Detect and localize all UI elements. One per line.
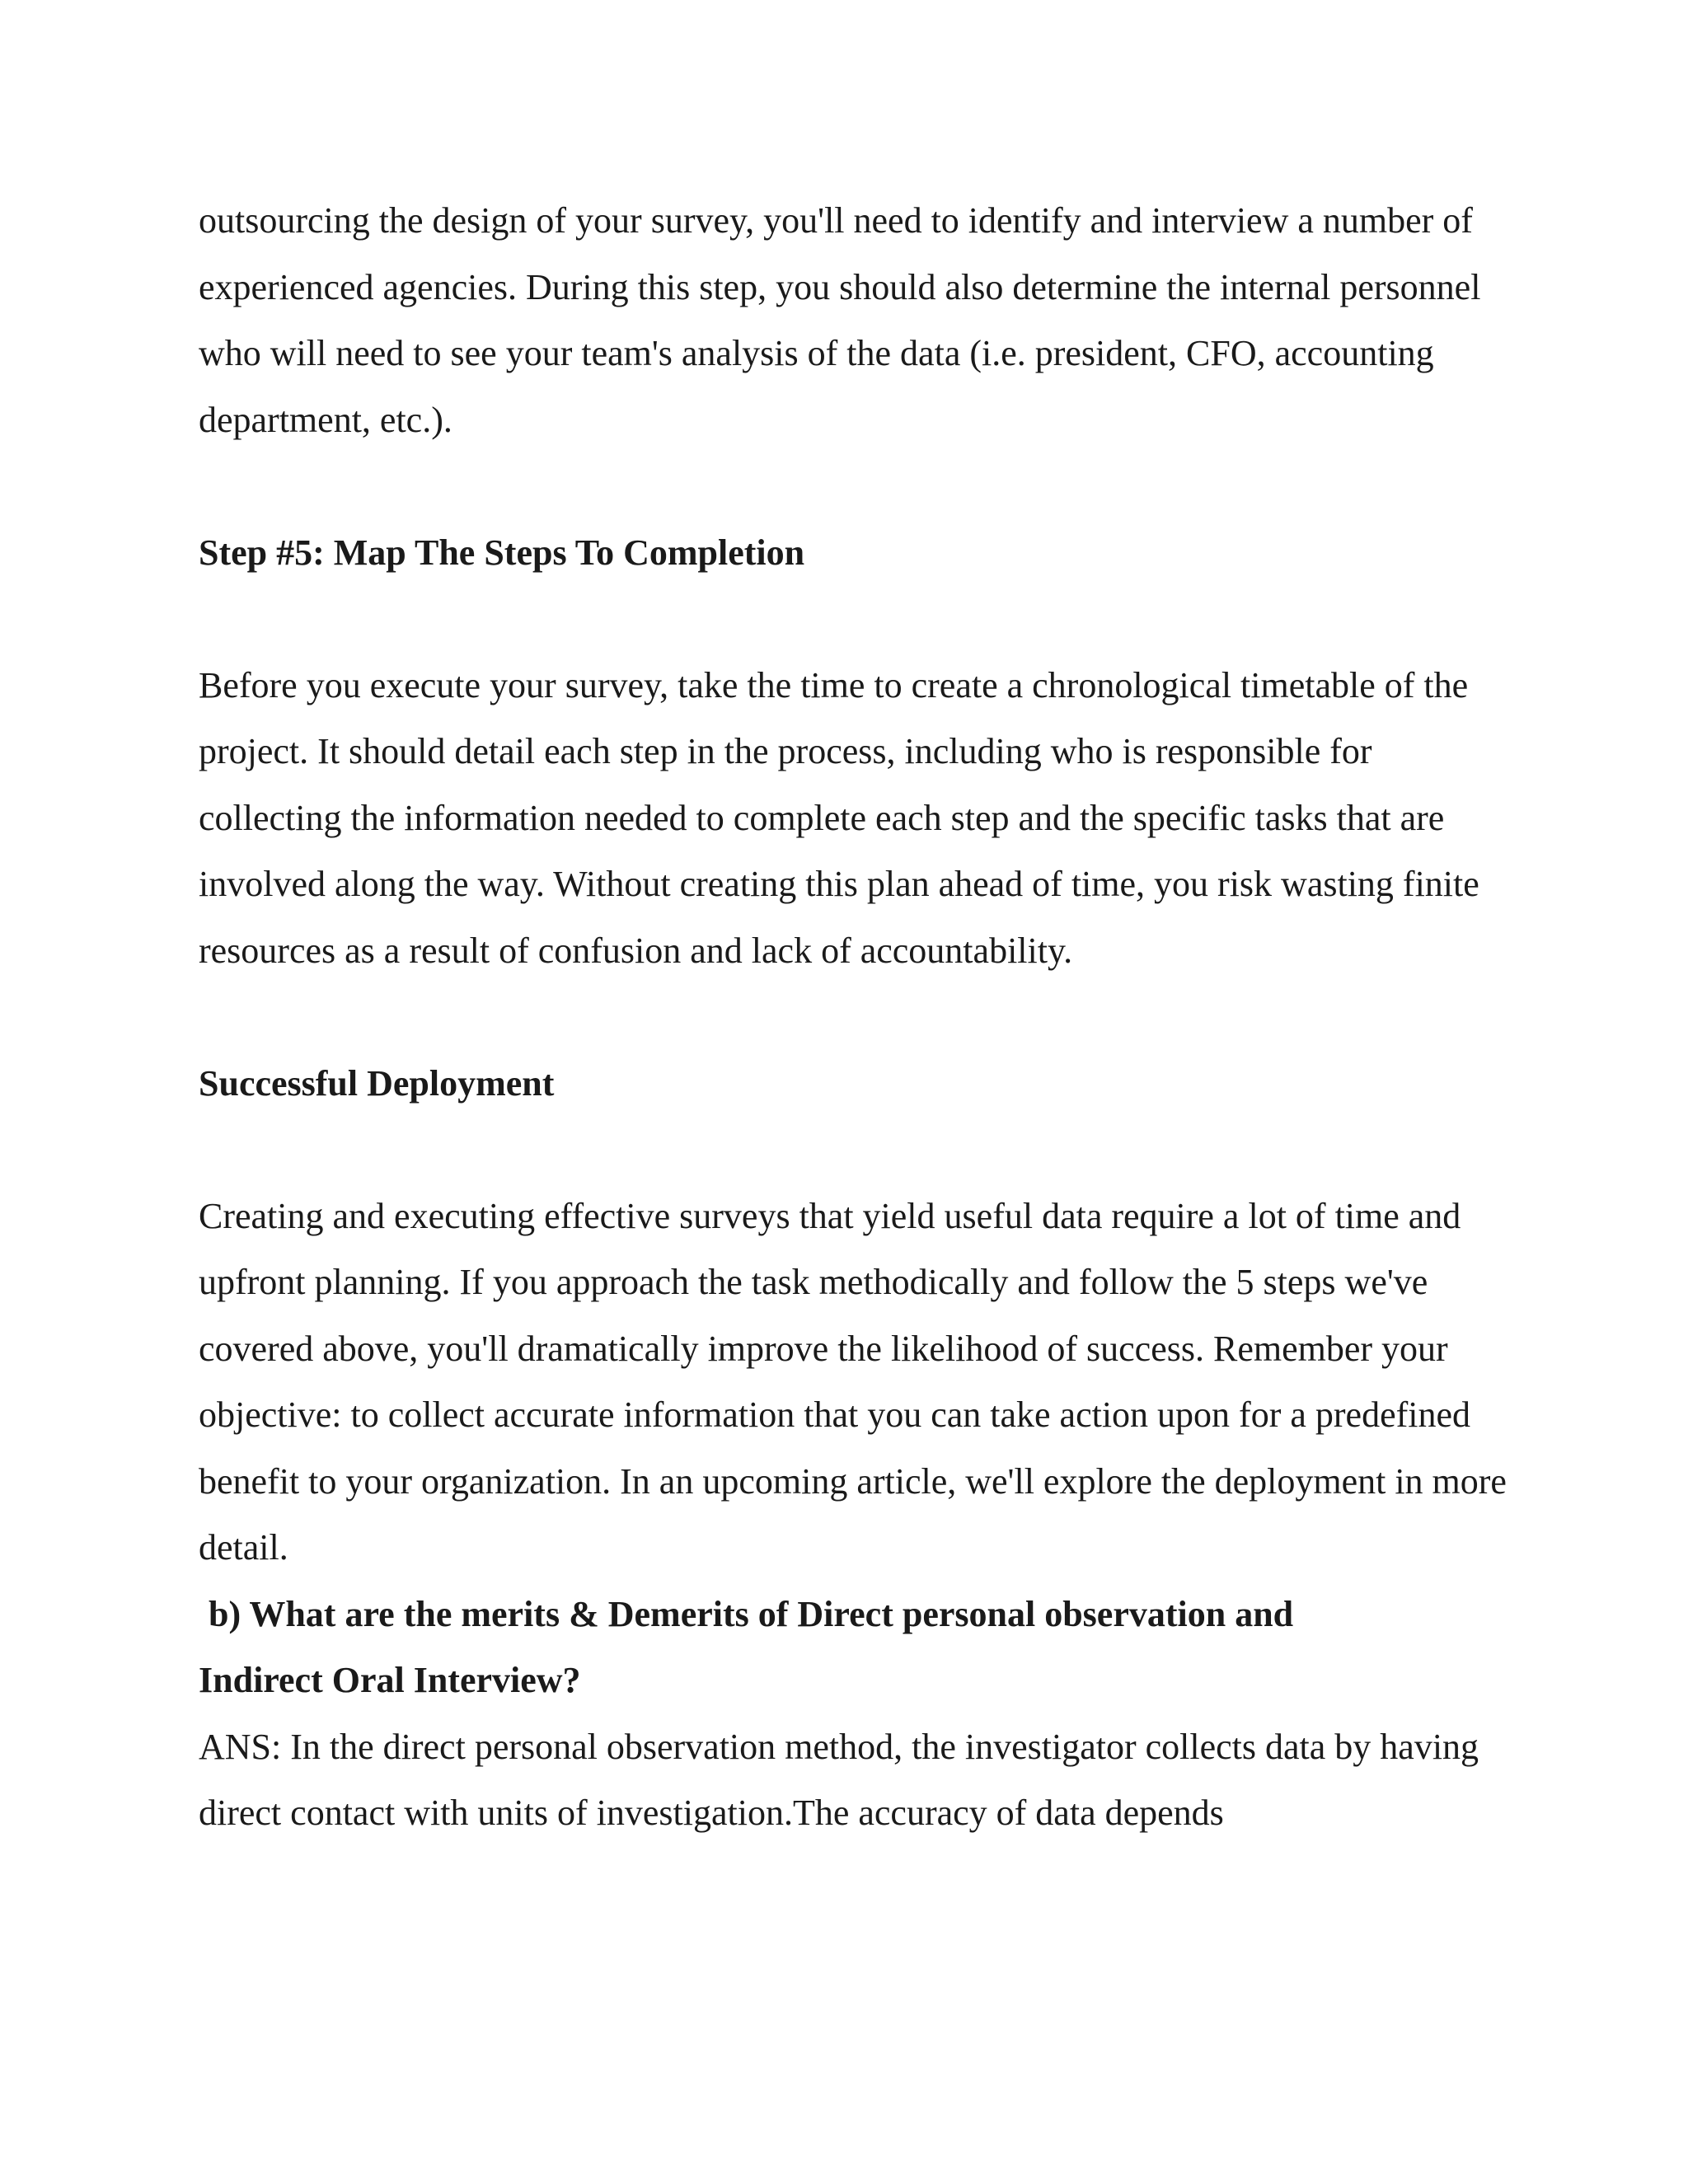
spacer [199, 1117, 1517, 1183]
intro-paragraph: outsourcing the design of your survey, you'll need to identify and interview a number of experienced agencies. During this step, you should also determine the internal personnel who will need to see your team's analysis of the data (i.e. president, CFO, accounting department, etc.). [199, 200, 1481, 440]
answer-paragraph: ANS: In the direct personal observation method, the investigator collects data by having direct contact with units of investigation.The accuracy of data depends [199, 1726, 1479, 1833]
spacer [199, 984, 1517, 1051]
deployment-heading: Successful Deployment [199, 1062, 555, 1104]
deployment-paragraph: Creating and executing effective surveys that yield useful data require a lot of time and upfront planning. If you approach the task methodically and follow the 5 steps we've covered above, you'll dramatically improve the likelihood of success. Remember your objective: to collect accurate information that you can take action upon for a predefined benefit to your organization. In an upcoming article, we'll explore the deployment in more detail. [199, 1195, 1507, 1568]
spacer [199, 586, 1517, 653]
question-b-line1: b) What are the merits & Demerits of Direct personal observation and [209, 1593, 1294, 1634]
step5-paragraph: Before you execute your survey, take the time to create a chronological timetable of the project. It should detail each step in the process, including who is responsible for collecting the information needed to complete each step and the specific tasks that are involved along the way. Without creating this plan ahead of time, you risk wasting finite resources as a result of confusion and lack of accountability. [199, 664, 1479, 971]
spacer [199, 453, 1517, 520]
document-content [199, 188, 1517, 1847]
question-b-line2: Indirect Oral Interview? [199, 1660, 581, 1700]
step5-heading: Step #5: Map The Steps To Completion [199, 532, 805, 573]
